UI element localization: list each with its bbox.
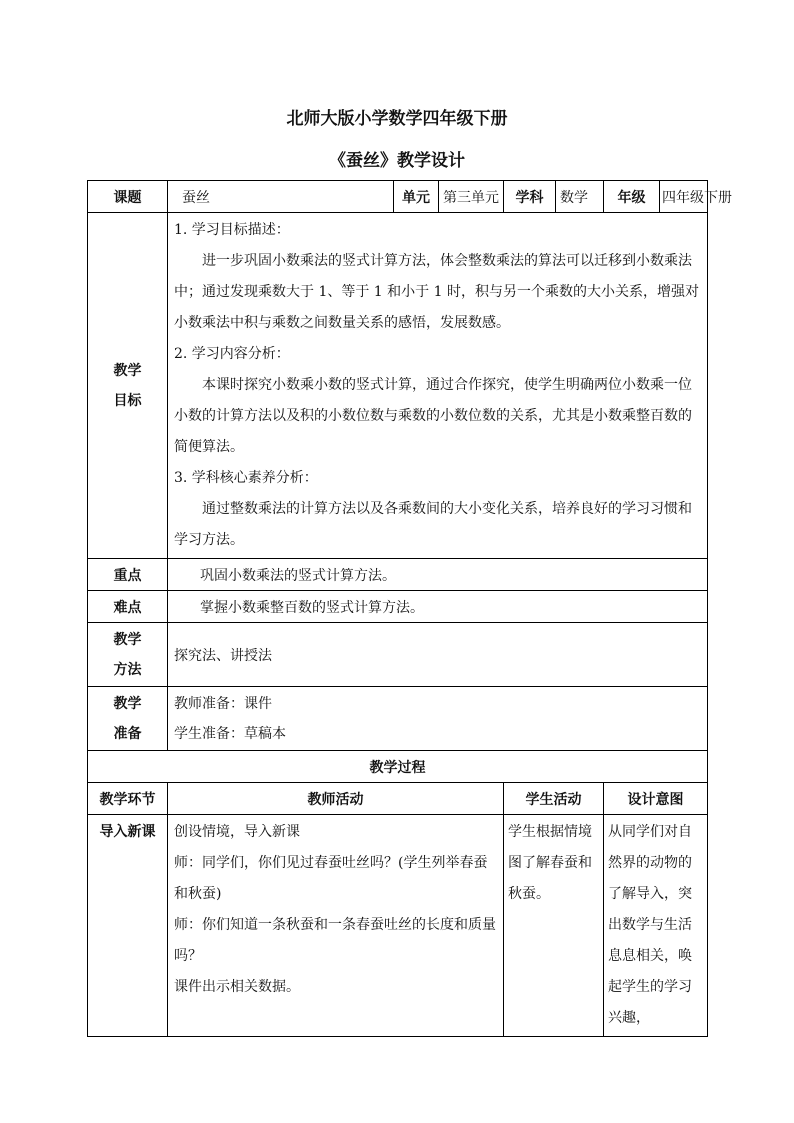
teacher-activity-line: 师：你们知道一条秋蚕和一条春蚕吐丝的长度和质量吗？ [174,917,496,964]
subject-value: 数学 [556,181,604,213]
teacher-activity-line: 课件出示相关数据。 [174,979,300,995]
preparation-label [88,687,168,751]
student-activity-header: 学生活动 [504,783,604,815]
key-point-row [88,559,708,591]
objective-text-1: 进一步巩固小数乘法的竖式计算方法，体会整数乘法的算法可以迁移到小数乘法中；通过发现乘数大于 1、等于 1 和小于 1 时，积与另一个乘数的大小关系，增强对小数乘法中积与乘数之间数量关系的感悟，发展数感。 [174,253,699,331]
objectives-label-line2: 目标 [113,392,142,409]
preparation-row [88,687,708,751]
method-label-line1: 教学 [113,631,142,648]
preparation-label-line1: 教学 [113,695,142,712]
topic-value: 蚕丝 [168,181,394,213]
info-row [88,181,708,213]
objectives-label [88,213,168,559]
process-header-row [88,783,708,815]
method-row [88,623,708,687]
difficulty-row [88,591,708,623]
objective-text-3: 通过整数乘法的计算方法以及各乘数间的大小变化关系，培养良好的学习习惯和学习方法。 [174,501,692,548]
objective-text-2: 本课时探究小数乘小数的竖式计算，通过合作探究，使学生明确两位小数乘一位小数的计算方法以及积的小数位数与乘数的小数位数的关系，尤其是小数乘整百数的简便算法。 [174,377,692,455]
student-preparation: 学生准备：草稿本 [174,725,286,742]
objectives-label-line1: 教学 [113,362,142,379]
process-title-row [88,751,708,783]
grade-label: 年级 [604,181,660,213]
teacher-activity-cell [168,815,504,1037]
student-activity-text: 学生根据情境图了解春蚕和秋蚕。 [508,824,592,902]
subject-label: 学科 [504,181,556,213]
objective-heading-1: 1. 学习目标描述： [174,222,290,238]
method-label [88,623,168,687]
design-intent-cell [604,815,708,1037]
teacher-activity-line: 创设情境，导入新课 [174,824,300,840]
process-row [88,815,708,1037]
difficulty-label: 难点 [88,591,168,623]
topic-label: 课题 [88,181,168,213]
design-intent-text: 从同学们对自然界的动物的了解导入，突出数学与生活息息相关，唤起学生的学习兴趣， [608,824,692,1026]
teacher-activity-line: 师：同学们，你们见过春蚕吐丝吗？(学生列举春蚕和秋蚕) [174,855,488,902]
preparation-content [168,687,708,751]
key-point-text: 巩固小数乘法的竖式计算方法。 [168,559,708,591]
document-title: 北师大版小学数学四年级下册 [286,109,508,129]
method-text: 探究法、讲授法 [168,623,708,687]
method-label-line2: 方法 [113,661,142,678]
stage-cell: 导入新课 [88,815,168,1037]
stage-header: 教学环节 [88,783,168,815]
objective-heading-2: 2. 学习内容分析： [174,346,290,362]
grade-value: 四年级下册 [660,181,708,213]
key-point-label: 重点 [88,559,168,591]
student-activity-cell [504,815,604,1037]
lesson-plan-table [87,180,732,1037]
objective-heading-3: 3. 学科核心素养分析： [174,470,318,486]
objectives-content [168,213,708,559]
difficulty-text: 掌握小数乘整百数的竖式计算方法。 [168,591,708,623]
unit-value: 第三单元 [439,181,504,213]
process-title: 教学过程 [88,751,708,783]
design-intent-header: 设计意图 [604,783,708,815]
teacher-activity-header: 教师活动 [168,783,504,815]
unit-label: 单元 [394,181,439,213]
preparation-label-line2: 准备 [113,725,142,742]
teacher-preparation: 教师准备：课件 [174,695,272,712]
objectives-row [88,213,708,559]
document-subtitle: 《蚕丝》教学设计 [329,151,465,171]
